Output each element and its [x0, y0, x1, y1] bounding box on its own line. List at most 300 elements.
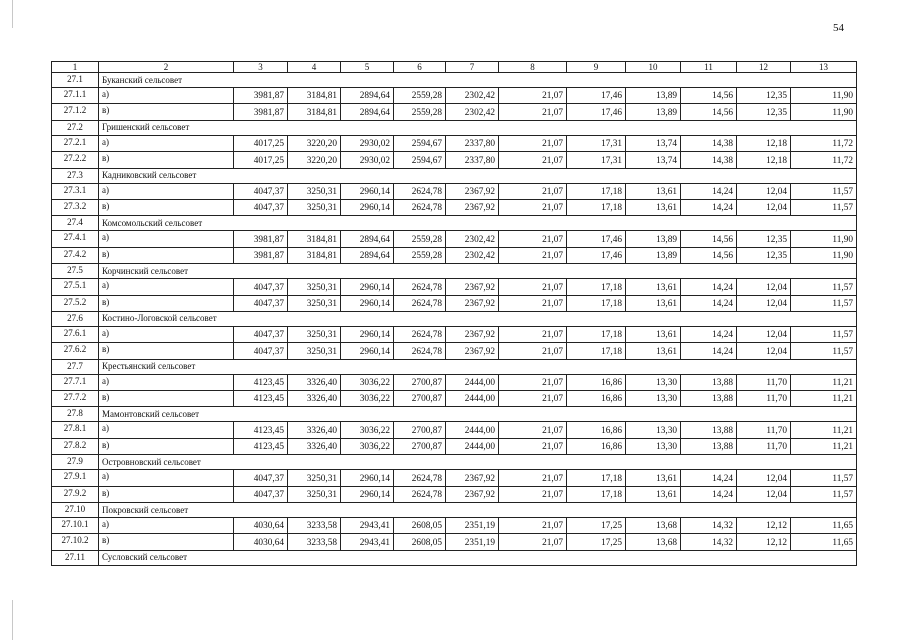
section-row	[52, 407, 857, 422]
value-cell: 11,57	[791, 279, 857, 295]
value-cell: 3220,20	[288, 135, 341, 151]
value-cell: 2302,42	[446, 104, 499, 120]
row-code: 27.1.2	[52, 104, 99, 120]
row-code: 27.1.1	[52, 88, 99, 104]
value-cell: 11,57	[791, 183, 857, 199]
value-cell: 14,24	[681, 343, 737, 359]
value-cell: 12,18	[737, 152, 791, 168]
value-cell: 17,46	[567, 247, 626, 263]
row-code: 27.2.1	[52, 135, 99, 151]
value-cell: 2559,28	[394, 247, 446, 263]
value-cell: 13,61	[626, 486, 681, 502]
value-cell: 17,18	[567, 295, 626, 311]
row-code: 27.6.1	[52, 326, 99, 342]
value-cell: 2559,28	[394, 231, 446, 247]
value-cell: 13,74	[626, 135, 681, 151]
value-cell: 2894,64	[341, 104, 394, 120]
value-cell: 2302,42	[446, 247, 499, 263]
value-cell: 14,24	[681, 486, 737, 502]
value-cell: 13,89	[626, 88, 681, 104]
value-cell: 14,38	[681, 135, 737, 151]
row-label: в)	[99, 391, 234, 407]
value-cell: 2594,67	[394, 135, 446, 151]
table-row	[52, 422, 857, 438]
value-cell: 11,21	[791, 422, 857, 438]
value-cell: 13,88	[681, 422, 737, 438]
value-cell: 13,61	[626, 470, 681, 486]
section-row	[52, 455, 857, 470]
value-cell: 12,35	[737, 231, 791, 247]
value-cell: 11,57	[791, 486, 857, 502]
value-cell: 12,12	[737, 534, 791, 550]
value-cell: 21,07	[499, 135, 567, 151]
value-cell: 12,35	[737, 88, 791, 104]
value-cell: 17,18	[567, 326, 626, 342]
table-row	[52, 231, 857, 247]
table-row	[52, 183, 857, 199]
value-cell: 4047,37	[234, 279, 288, 295]
column-number-header: 10	[626, 62, 681, 73]
table-row	[52, 470, 857, 486]
value-cell: 2960,14	[341, 199, 394, 215]
value-cell: 14,24	[681, 199, 737, 215]
row-code: 27.8.2	[52, 438, 99, 454]
section-row	[52, 311, 857, 326]
value-cell: 13,61	[626, 295, 681, 311]
value-cell: 2351,19	[446, 534, 499, 550]
value-cell: 4030,64	[234, 534, 288, 550]
value-cell: 13,30	[626, 391, 681, 407]
row-label: в)	[99, 199, 234, 215]
row-code: 27.4.1	[52, 231, 99, 247]
value-cell: 11,65	[791, 534, 857, 550]
value-cell: 14,56	[681, 88, 737, 104]
table-row	[52, 438, 857, 454]
value-cell: 21,07	[499, 534, 567, 550]
value-cell: 2337,80	[446, 152, 499, 168]
row-label: в)	[99, 486, 234, 502]
value-cell: 4047,37	[234, 470, 288, 486]
column-number-header: 4	[288, 62, 341, 73]
value-cell: 13,68	[626, 534, 681, 550]
value-cell: 3036,22	[341, 374, 394, 390]
section-code: 27.5	[52, 264, 99, 279]
value-cell: 2624,78	[394, 486, 446, 502]
section-name: Островновский сельсовет	[99, 455, 857, 470]
row-code: 27.9.2	[52, 486, 99, 502]
value-cell: 2444,00	[446, 374, 499, 390]
section-code: 27.9	[52, 455, 99, 470]
value-cell: 12,04	[737, 183, 791, 199]
value-cell: 11,57	[791, 295, 857, 311]
value-cell: 11,57	[791, 326, 857, 342]
column-number-header: 7	[446, 62, 499, 73]
value-cell: 2367,92	[446, 199, 499, 215]
table-row	[52, 279, 857, 295]
row-code: 27.10.1	[52, 518, 99, 534]
table-row	[52, 199, 857, 215]
value-cell: 13,30	[626, 374, 681, 390]
row-code: 27.4.2	[52, 247, 99, 263]
scan-edge-mark	[12, 600, 13, 640]
value-cell: 3184,81	[288, 231, 341, 247]
value-cell: 13,88	[681, 374, 737, 390]
section-name: Крестьянский сельсовет	[99, 359, 857, 374]
value-cell: 13,89	[626, 231, 681, 247]
value-cell: 21,07	[499, 391, 567, 407]
section-code: 27.11	[52, 550, 99, 565]
table-row	[52, 247, 857, 263]
section-code: 27.4	[52, 216, 99, 231]
value-cell: 2444,00	[446, 422, 499, 438]
value-cell: 11,70	[737, 438, 791, 454]
value-cell: 3233,58	[288, 534, 341, 550]
value-cell: 2444,00	[446, 438, 499, 454]
section-row	[52, 120, 857, 135]
column-number-header: 2	[99, 62, 234, 73]
value-cell: 14,24	[681, 279, 737, 295]
value-cell: 17,25	[567, 518, 626, 534]
value-cell: 14,32	[681, 534, 737, 550]
row-label: в)	[99, 295, 234, 311]
value-cell: 14,24	[681, 326, 737, 342]
value-cell: 13,89	[626, 247, 681, 263]
value-cell: 11,70	[737, 391, 791, 407]
value-cell: 4123,45	[234, 438, 288, 454]
value-cell: 21,07	[499, 199, 567, 215]
value-cell: 21,07	[499, 374, 567, 390]
value-cell: 3184,81	[288, 104, 341, 120]
value-cell: 11,57	[791, 343, 857, 359]
value-cell: 2367,92	[446, 470, 499, 486]
row-label: а)	[99, 422, 234, 438]
row-code: 27.3.2	[52, 199, 99, 215]
value-cell: 3250,31	[288, 295, 341, 311]
value-cell: 13,61	[626, 183, 681, 199]
value-cell: 2624,78	[394, 183, 446, 199]
value-cell: 3981,87	[234, 231, 288, 247]
value-cell: 2367,92	[446, 486, 499, 502]
value-cell: 16,86	[567, 391, 626, 407]
value-cell: 2337,80	[446, 135, 499, 151]
tariff-table	[51, 61, 857, 566]
value-cell: 2302,42	[446, 88, 499, 104]
value-cell: 12,04	[737, 326, 791, 342]
value-cell: 11,70	[737, 374, 791, 390]
value-cell: 17,18	[567, 279, 626, 295]
value-cell: 2594,67	[394, 152, 446, 168]
value-cell: 12,35	[737, 104, 791, 120]
value-cell: 14,24	[681, 295, 737, 311]
value-cell: 3036,22	[341, 438, 394, 454]
value-cell: 14,56	[681, 247, 737, 263]
row-label: в)	[99, 438, 234, 454]
row-code: 27.5.2	[52, 295, 99, 311]
section-row	[52, 550, 857, 565]
value-cell: 21,07	[499, 295, 567, 311]
row-label: в)	[99, 343, 234, 359]
value-cell: 13,30	[626, 422, 681, 438]
value-cell: 3233,58	[288, 518, 341, 534]
value-cell: 3326,40	[288, 374, 341, 390]
value-cell: 3250,31	[288, 326, 341, 342]
value-cell: 4123,45	[234, 422, 288, 438]
value-cell: 16,86	[567, 438, 626, 454]
value-cell: 13,30	[626, 438, 681, 454]
table-row	[52, 534, 857, 550]
row-label: а)	[99, 326, 234, 342]
value-cell: 4030,64	[234, 518, 288, 534]
value-cell: 11,72	[791, 152, 857, 168]
section-name: Комсомольский сельсовет	[99, 216, 857, 231]
value-cell: 3184,81	[288, 88, 341, 104]
value-cell: 4017,25	[234, 135, 288, 151]
value-cell: 11,21	[791, 438, 857, 454]
value-cell: 11,90	[791, 231, 857, 247]
value-cell: 13,89	[626, 104, 681, 120]
value-cell: 14,56	[681, 104, 737, 120]
section-row	[52, 168, 857, 183]
value-cell: 3250,31	[288, 486, 341, 502]
value-cell: 2960,14	[341, 183, 394, 199]
value-cell: 21,07	[499, 486, 567, 502]
value-cell: 11,90	[791, 247, 857, 263]
value-cell: 2943,41	[341, 534, 394, 550]
value-cell: 21,07	[499, 438, 567, 454]
value-cell: 2608,05	[394, 534, 446, 550]
section-name: Костино-Логовской сельсовет	[99, 311, 857, 326]
value-cell: 2367,92	[446, 326, 499, 342]
value-cell: 2943,41	[341, 518, 394, 534]
value-cell: 2367,92	[446, 183, 499, 199]
value-cell: 17,46	[567, 231, 626, 247]
row-label: а)	[99, 135, 234, 151]
row-label: а)	[99, 183, 234, 199]
value-cell: 13,61	[626, 279, 681, 295]
column-number-header: 12	[737, 62, 791, 73]
value-cell: 3250,31	[288, 183, 341, 199]
value-cell: 21,07	[499, 326, 567, 342]
value-cell: 14,24	[681, 470, 737, 486]
row-code: 27.3.1	[52, 183, 99, 199]
value-cell: 11,65	[791, 518, 857, 534]
value-cell: 3326,40	[288, 438, 341, 454]
row-label: в)	[99, 534, 234, 550]
value-cell: 2624,78	[394, 279, 446, 295]
table-row	[52, 104, 857, 120]
column-number-header: 5	[341, 62, 394, 73]
value-cell: 2624,78	[394, 470, 446, 486]
section-name: Мамонтовский сельсовет	[99, 407, 857, 422]
table-row	[52, 486, 857, 502]
value-cell: 2894,64	[341, 231, 394, 247]
value-cell: 2700,87	[394, 374, 446, 390]
value-cell: 17,31	[567, 152, 626, 168]
value-cell: 21,07	[499, 247, 567, 263]
value-cell: 2444,00	[446, 391, 499, 407]
value-cell: 3326,40	[288, 391, 341, 407]
value-cell: 13,74	[626, 152, 681, 168]
table-row	[52, 152, 857, 168]
value-cell: 13,61	[626, 199, 681, 215]
value-cell: 2930,02	[341, 135, 394, 151]
value-cell: 2960,14	[341, 326, 394, 342]
row-code: 27.9.1	[52, 470, 99, 486]
value-cell: 21,07	[499, 231, 567, 247]
value-cell: 3250,31	[288, 343, 341, 359]
row-label: а)	[99, 374, 234, 390]
section-code: 27.1	[52, 73, 99, 88]
column-number-header: 11	[681, 62, 737, 73]
row-label: в)	[99, 152, 234, 168]
value-cell: 2960,14	[341, 343, 394, 359]
value-cell: 17,46	[567, 104, 626, 120]
value-cell: 3036,22	[341, 422, 394, 438]
value-cell: 2894,64	[341, 247, 394, 263]
value-cell: 3250,31	[288, 470, 341, 486]
table-row	[52, 135, 857, 151]
row-label: а)	[99, 88, 234, 104]
value-cell: 11,57	[791, 199, 857, 215]
value-cell: 3220,20	[288, 152, 341, 168]
row-label: в)	[99, 247, 234, 263]
value-cell: 17,18	[567, 470, 626, 486]
value-cell: 2624,78	[394, 326, 446, 342]
value-cell: 13,88	[681, 438, 737, 454]
value-cell: 2960,14	[341, 486, 394, 502]
value-cell: 17,46	[567, 88, 626, 104]
value-cell: 2894,64	[341, 88, 394, 104]
value-cell: 2367,92	[446, 279, 499, 295]
value-cell: 3250,31	[288, 199, 341, 215]
value-cell: 4047,37	[234, 295, 288, 311]
row-label: а)	[99, 470, 234, 486]
value-cell: 3036,22	[341, 391, 394, 407]
value-cell: 2608,05	[394, 518, 446, 534]
value-cell: 2624,78	[394, 199, 446, 215]
value-cell: 16,86	[567, 374, 626, 390]
table-row	[52, 374, 857, 390]
value-cell: 17,18	[567, 199, 626, 215]
row-code: 27.6.2	[52, 343, 99, 359]
row-label: а)	[99, 518, 234, 534]
value-cell: 2960,14	[341, 295, 394, 311]
value-cell: 11,90	[791, 88, 857, 104]
value-cell: 14,56	[681, 231, 737, 247]
value-cell: 2960,14	[341, 470, 394, 486]
value-cell: 14,24	[681, 183, 737, 199]
value-cell: 14,38	[681, 152, 737, 168]
value-cell: 21,07	[499, 470, 567, 486]
value-cell: 12,04	[737, 199, 791, 215]
value-cell: 14,32	[681, 518, 737, 534]
scan-edge-mark	[12, 0, 13, 28]
value-cell: 21,07	[499, 518, 567, 534]
value-cell: 4047,37	[234, 183, 288, 199]
section-code: 27.8	[52, 407, 99, 422]
value-cell: 21,07	[499, 152, 567, 168]
value-cell: 3981,87	[234, 104, 288, 120]
value-cell: 17,18	[567, 486, 626, 502]
row-label: а)	[99, 279, 234, 295]
value-cell: 2559,28	[394, 104, 446, 120]
section-name: Кадниковский сельсовет	[99, 168, 857, 183]
value-cell: 12,35	[737, 247, 791, 263]
value-cell: 11,57	[791, 470, 857, 486]
value-cell: 3184,81	[288, 247, 341, 263]
value-cell: 4047,37	[234, 343, 288, 359]
value-cell: 21,07	[499, 104, 567, 120]
value-cell: 3981,87	[234, 247, 288, 263]
value-cell: 13,88	[681, 391, 737, 407]
table-row	[52, 343, 857, 359]
value-cell: 3981,87	[234, 88, 288, 104]
section-row	[52, 73, 857, 88]
value-cell: 2960,14	[341, 279, 394, 295]
value-cell: 13,68	[626, 518, 681, 534]
column-number-header: 3	[234, 62, 288, 73]
value-cell: 12,04	[737, 279, 791, 295]
row-label: в)	[99, 104, 234, 120]
row-code: 27.7.1	[52, 374, 99, 390]
value-cell: 11,21	[791, 374, 857, 390]
row-code: 27.5.1	[52, 279, 99, 295]
value-cell: 2559,28	[394, 88, 446, 104]
value-cell: 3250,31	[288, 279, 341, 295]
value-cell: 13,61	[626, 326, 681, 342]
table-row	[52, 295, 857, 311]
table-row	[52, 88, 857, 104]
value-cell: 2367,92	[446, 343, 499, 359]
value-cell: 4017,25	[234, 152, 288, 168]
value-cell: 21,07	[499, 343, 567, 359]
value-cell: 2700,87	[394, 391, 446, 407]
section-name: Корчинский сельсовет	[99, 264, 857, 279]
value-cell: 2624,78	[394, 295, 446, 311]
section-row	[52, 359, 857, 374]
value-cell: 4047,37	[234, 326, 288, 342]
section-name: Сусловский сельсовет	[99, 550, 857, 565]
value-cell: 2624,78	[394, 343, 446, 359]
row-label: а)	[99, 231, 234, 247]
section-row	[52, 264, 857, 279]
value-cell: 4047,37	[234, 486, 288, 502]
column-number-header: 1	[52, 62, 99, 73]
row-code: 27.2.2	[52, 152, 99, 168]
value-cell: 21,07	[499, 422, 567, 438]
column-number-header: 9	[567, 62, 626, 73]
value-cell: 17,25	[567, 534, 626, 550]
value-cell: 17,31	[567, 135, 626, 151]
value-cell: 2700,87	[394, 422, 446, 438]
section-code: 27.10	[52, 503, 99, 518]
value-cell: 17,18	[567, 343, 626, 359]
value-cell: 21,07	[499, 183, 567, 199]
value-cell: 21,07	[499, 88, 567, 104]
value-cell: 12,04	[737, 486, 791, 502]
value-cell: 16,86	[567, 422, 626, 438]
row-code: 27.7.2	[52, 391, 99, 407]
row-code: 27.8.1	[52, 422, 99, 438]
row-code: 27.10.2	[52, 534, 99, 550]
section-name: Буканский сельсовет	[99, 73, 857, 88]
section-code: 27.7	[52, 359, 99, 374]
value-cell: 3326,40	[288, 422, 341, 438]
value-cell: 13,61	[626, 343, 681, 359]
value-cell: 21,07	[499, 279, 567, 295]
value-cell: 12,04	[737, 470, 791, 486]
section-code: 27.2	[52, 120, 99, 135]
